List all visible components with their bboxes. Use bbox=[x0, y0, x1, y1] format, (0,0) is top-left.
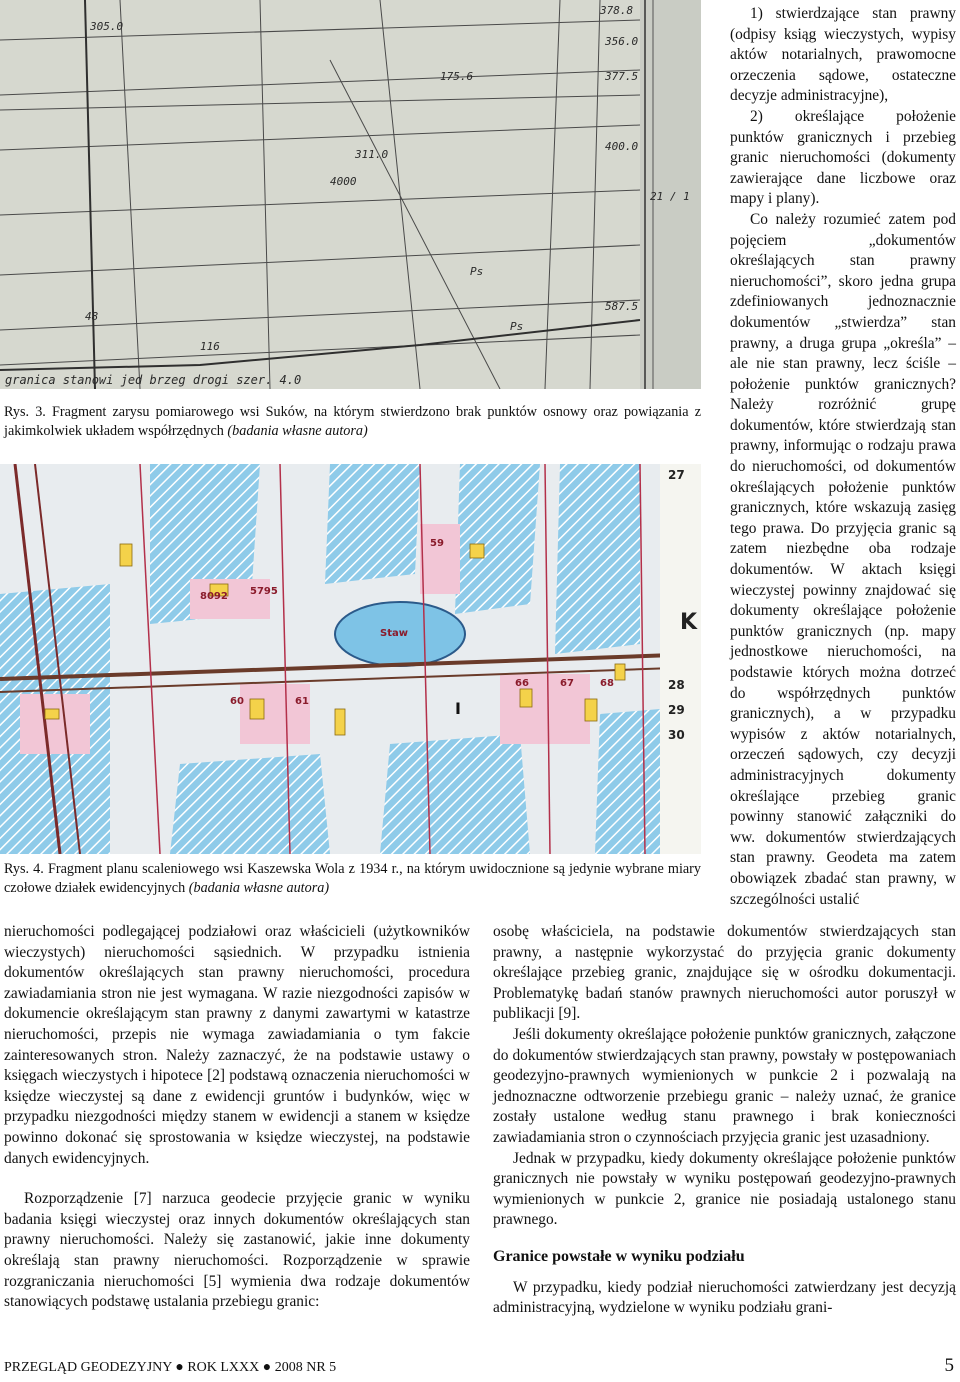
map-label: 60 bbox=[230, 696, 244, 707]
map-label: 29 bbox=[668, 703, 685, 717]
figure-consolidation-map bbox=[0, 464, 701, 854]
page-number: 5 bbox=[944, 1355, 954, 1376]
figure-survey-sketch bbox=[0, 0, 701, 389]
sketch-label: 377.5 bbox=[605, 70, 639, 83]
section-heading: Granice powstałe w wyniku podziału bbox=[493, 1247, 745, 1265]
map-label: 30 bbox=[668, 728, 685, 742]
sketch-label: 48 bbox=[85, 310, 99, 323]
figure1-caption-text: Rys. 3. Fragment zarysu pomiarowego wsi Suków, na którym stwierdzono brak punktów osnowy oraz powiązania z jakimkolwiek układem współrzędnych bbox=[4, 404, 701, 439]
map-label: 61 bbox=[295, 696, 309, 707]
sketch-label: Ps bbox=[470, 265, 484, 278]
paragraph: Jeśli dokumenty określające położenie punktów granicznych, załączone do dokumentów stwierdzających stan prawny, powstały w postępowaniach geodezyjno-prawnych wymienionych w punkcie 2 i pozwalają na jednoznaczne odtworzenie przebiegu granic – należy uznać, że granice zostały ustalone według stanu prawnego i brak konieczności zawiadamiania stron o czynnościach przyjęcia granic jest uzasadniony. bbox=[493, 1025, 956, 1146]
map-label: Staw bbox=[380, 628, 408, 639]
paragraph: 1) stwierdzające stan prawny (odpisy ksiąg wieczystych, wypisy aktów notarialnych, prawomocne orzeczenia sądowe, ostateczne decyzje administracyjne), bbox=[730, 5, 956, 105]
bottom-left-column bbox=[4, 922, 470, 1313]
sketch-label: 175.6 bbox=[440, 70, 474, 83]
map-label: 68 bbox=[600, 678, 614, 689]
sketch-label: 305.0 bbox=[90, 20, 124, 33]
map-label: I bbox=[455, 699, 461, 718]
paragraph: osobę właściciela, na podstawie dokumentów stwierdzających stan prawny, a następnie wykorzystać do przyjęcia granic dokumenty określające przebieg granic, znajdujące się w ośrodku dokumentacji. Problematykę badań stanów prawnych nieruchomości autor poruszył w publikacji [9]. bbox=[493, 923, 956, 1023]
map-label: K bbox=[680, 610, 698, 635]
map-label: 66 bbox=[515, 678, 529, 689]
paragraph: nieruchomości podlegającej podziałowi oraz właścicieli (użytkowników wieczystych) nieruchomości sąsiednich. W przypadku istnienia dokumentów określających stan prawny nieruchomości, procedura zawiadamiania stron nie jest wymagana. W razie niezgodności zapisów w dokumencie określającym stan prawny z danymi zawartymi w katastrze nieruchomości, przepis nie wymaga zawiadamiania o tym fakcie zainteresowanych stron. Należy zaznaczyć, że na podstawie ustawy o księgach wieczystych i hipotece [2] podstawą oznaczenia nieruchomości w księdze wieczystej są dane z ewidencji gruntów i budynków, więc w przypadku niezgodności między stanem w ewidencji a stanem w księdze powinno dokonać się sprostowania w księdze wieczystej, na podstawie danych ewidencyjnych. bbox=[4, 923, 470, 1167]
figure2-caption bbox=[4, 860, 701, 898]
paragraph: Rozporządzenie [7] narzuca geodecie przyjęcie granic w wyniku badania księgi wieczystej oraz innych dokumentów określających stan prawny nieruchomości. Należy się zastanowić, jakie inne dokumenty określają stan prawny nieruchomości. Rozporządzenie w sprawie rozgraniczania nieruchomości [5] wymienia dwa rodzaje dokumentów stanowiących podstawę ustalania przebiegu granic: bbox=[4, 1190, 470, 1311]
journal-name: PRZEGLĄD GEODEZYJNY ● ROK LXXX ● 2008 NR 5 bbox=[4, 1360, 337, 1375]
consolidation-map-image bbox=[0, 464, 701, 854]
sketch-label: 400.0 bbox=[605, 140, 639, 153]
sketch-label: Ps bbox=[510, 320, 524, 333]
map-label: 59 bbox=[430, 538, 444, 549]
sketch-label: granica stanowi jed brzeg drogi szer. 4.0 bbox=[5, 373, 302, 387]
map-label: 27 bbox=[668, 468, 685, 482]
figure1-caption-source: (badania własne autora) bbox=[227, 423, 368, 439]
map-label: 8092 bbox=[200, 591, 228, 602]
bottom-right-column bbox=[493, 922, 956, 1319]
sketch-label: 116 bbox=[200, 340, 220, 353]
map-label: 67 bbox=[560, 678, 574, 689]
paragraph: Co należy rozumieć zatem pod pojęciem „dokumentów określających stan prawny nieruchomości”, skoro jedna grupa zdefiniowanych jednoznacznie dokumentów „stwierdza” stan prawny, a druga grupa „określa” – ale nie stan prawny, lecz ściśle – położenie punktów granicznych? Należy rozróżnić grupę dokumentów, które stwierdzają stan prawny, informując o rodzaju prawa do nieruchomości, od dokumentów określających położenie punktów granicznych, które wskazują zasięg tego prawa. Do przyjęcia granic są zatem niezbędne oba rodzaje dokumentów. W aktach księgi wieczystej powinny znajdować się dokumenty określające położenie punktów granicznych (np. mapy jednostkowe nieruchomości, na podstawie których można dotrzeć do współrzędnych punktów granicznych), a w przypadku wypisów z aktów notarialnych, orzeczeń sądowych, czy decyzji administracyjnych dokumenty określające przebieg granic powinny stanowić załączniki do ww. dokumentów stwierdzających stan prawny. Geodeta ma zatem obowiązek zbadać stan prawny, w szczególności ustalić bbox=[730, 210, 956, 908]
map-label: 5795 bbox=[250, 586, 278, 597]
sketch-label: 21 / 1 bbox=[650, 190, 690, 203]
figure1-caption bbox=[4, 403, 701, 441]
survey-sketch-image bbox=[0, 0, 701, 389]
sketch-label: 378.8 bbox=[600, 4, 634, 17]
figure2-caption-source: (badania własne autora) bbox=[188, 880, 330, 896]
sketch-label: 4000 bbox=[330, 175, 357, 188]
map-label: 28 bbox=[668, 678, 685, 692]
paragraph: W przypadku, kiedy podział nieruchomości zatwierdzany jest decyzją administracyjną, wydzielone w wyniku podziału grani- bbox=[493, 1278, 956, 1317]
sketch-label: 356.0 bbox=[605, 35, 639, 48]
figure2-caption-text: Rys. 4. Fragment planu scaleniowego wsi Kaszewska Wola z 1934 r., na którym uwidocznione są jedynie wybrane miary czołowe działek ewidencyjnych bbox=[4, 861, 701, 896]
sketch-label: 587.5 bbox=[605, 300, 639, 313]
sketch-label: 311.0 bbox=[355, 148, 389, 161]
page-footer bbox=[4, 1357, 960, 1379]
paragraph: Jednak w przypadku, kiedy dokumenty określające położenie punktów granicznych nie powstały w wyniku postępowań geodezyjno-prawnych wymienionych w punkcie 2, granice nie posiadają ustalonego stanu prawnego. bbox=[493, 1149, 956, 1229]
paragraph: 2) określające położenie punktów granicznych i przebieg granic nieruchomości (dokumenty zawierające dane liczbowe oraz mapy i plany). bbox=[730, 107, 956, 208]
right-column-text bbox=[730, 4, 956, 910]
